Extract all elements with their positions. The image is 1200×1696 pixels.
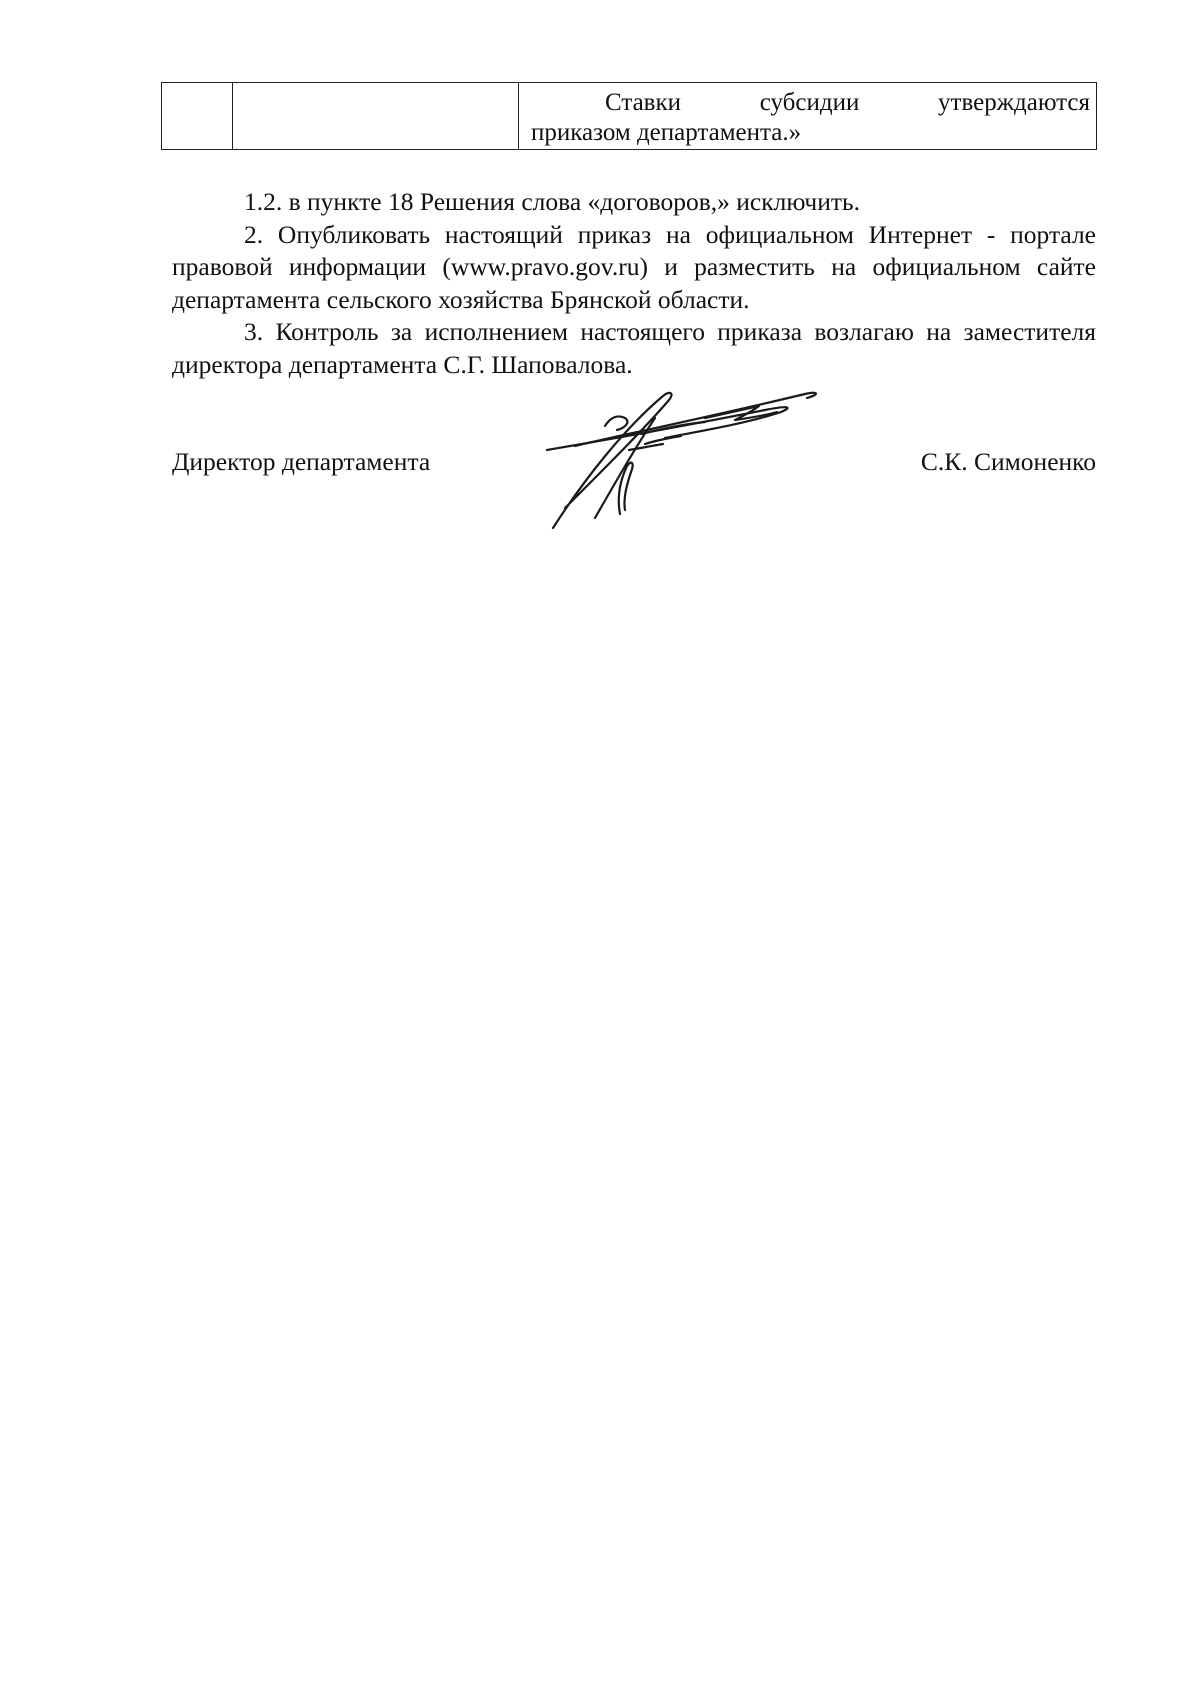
paragraph-3: 3. Контроль за исполнением настоящего приказа возлагаю на заместителя директора департамента С.Г. Шаповалова. <box>172 317 1096 379</box>
signer-name: С.К. Симоненко <box>920 447 1096 476</box>
table-cell-name <box>233 83 519 150</box>
table-cell-line-1: Ставки субсидии утверждаются <box>605 89 1090 116</box>
table-cell-description <box>519 83 1097 150</box>
table-fragment <box>161 82 1097 150</box>
document-body <box>172 186 1096 381</box>
table-cell-number <box>162 83 233 150</box>
table-row <box>162 83 1097 150</box>
signer-position: Директор департамента <box>172 447 431 476</box>
handwritten-signature <box>545 388 845 538</box>
paragraph-1-2: 1.2. в пункте 18 Решения слова «договоров,» исключить. <box>244 187 861 216</box>
paragraph-2: 2. Опубликовать настоящий приказ на официальном Интернет - портале правовой информации (www.pravo.gov.ru) и разместить на официальном сайте департамента сельского хозяйства Брянской области. <box>172 219 1096 314</box>
table-cell-line-2: приказом департамента.» <box>531 119 802 146</box>
